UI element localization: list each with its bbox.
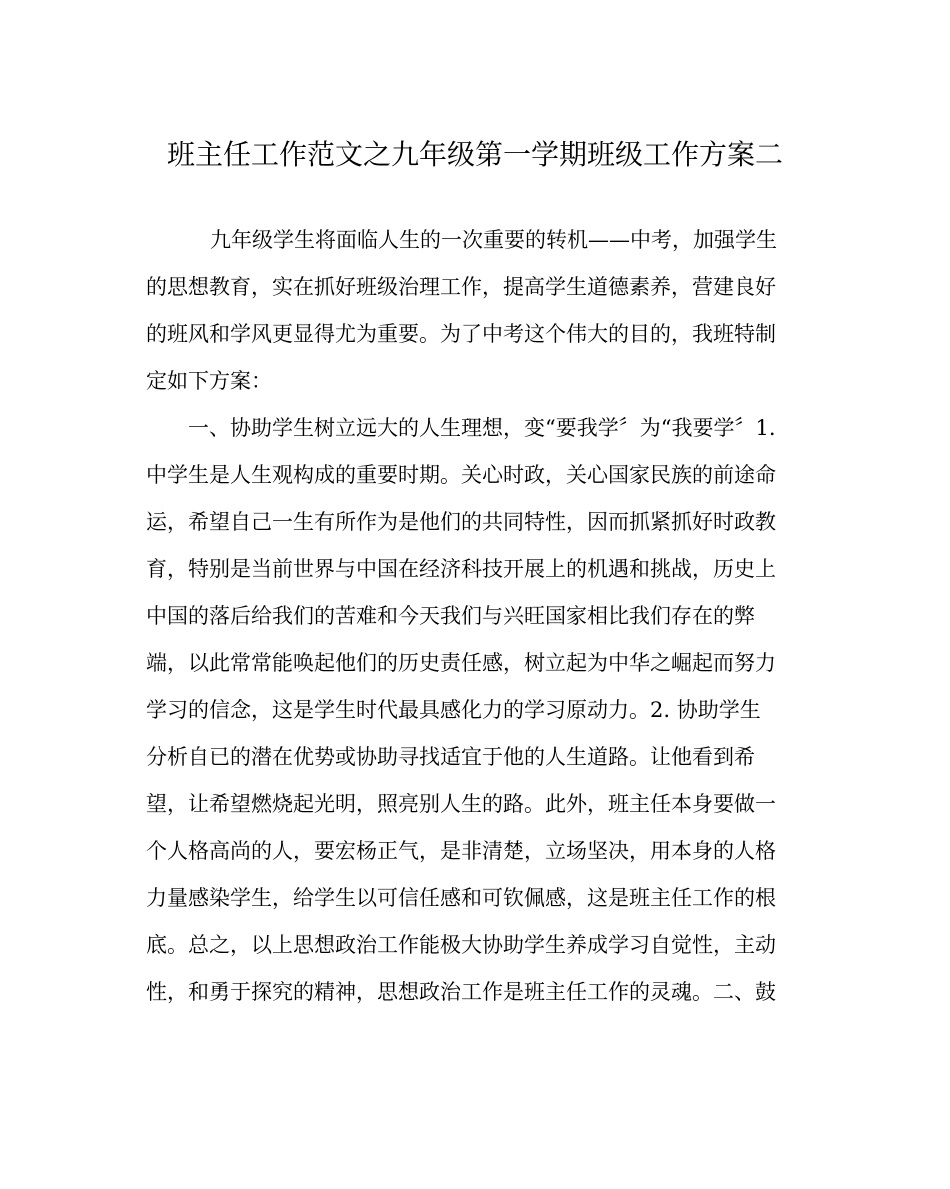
paragraph-line: 育，特别是当前世界与中国在经济科技开展上的机遇和挑战，历史上 <box>146 557 776 581</box>
document-title: 班主任工作范文之九年级第一学期班级工作方案二 <box>166 138 783 171</box>
document-body <box>146 217 826 1016</box>
paragraph-line: 中国的落后给我们的苦难和今天我们与兴旺国家相比我们存在的弊 <box>146 604 755 628</box>
paragraph-line: 望，让希望燃烧起光明，照亮别人生的路。此外，班主任本身要做一 <box>146 792 776 816</box>
paragraph-line: 中学生是人生观构成的重要时期。关心时政，关心国家民族的前途命 <box>146 463 776 487</box>
paragraph-line: 一、协助学生树立远大的人生理想，变“要我学〞为“我要学〞1. <box>188 416 776 440</box>
paragraph-line: 个人格高尚的人，要宏杨正气，是非清楚，立场坚决，用本身的人格 <box>146 839 776 863</box>
paragraph-line: 定如下方案： <box>146 369 272 393</box>
paragraph-line: 的班风和学风更显得尤为重要。为了中考这个伟大的目的，我班特制 <box>146 322 776 346</box>
paragraph-line: 运，希望自己一生有所作为是他们的共同特性，因而抓紧抓好时政教 <box>146 510 776 534</box>
paragraph-line: 学习的信念，这是学生时代最具感化力的学习原动力。2. 协助学生 <box>146 698 761 722</box>
paragraph-line: 分析自已的潜在优势或协助寻找适宜于他的人生道路。让他看到希 <box>146 745 755 769</box>
paragraph-line: 九年级学生将面临人生的一次重要的转机——中考，加强学生 <box>210 228 777 252</box>
paragraph-line: 性，和勇于探究的精神，思想政治工作是班主任工作的灵魂。二、鼓 <box>146 980 776 1004</box>
paragraph-line: 力量感染学生，给学生以可信任感和可钦佩感，这是班主任工作的根 <box>146 886 776 910</box>
paragraph-line: 底。总之，以上思想政治工作能极大协助学生养成学习自觉性，主动 <box>146 933 776 957</box>
paragraph-line: 端，以此常常能唤起他们的历史责任感，树立起为中华之崛起而努力 <box>146 651 776 675</box>
paragraph-line: 的思想教育，实在抓好班级治理工作，提高学生道德素养，营建良好 <box>146 275 776 299</box>
